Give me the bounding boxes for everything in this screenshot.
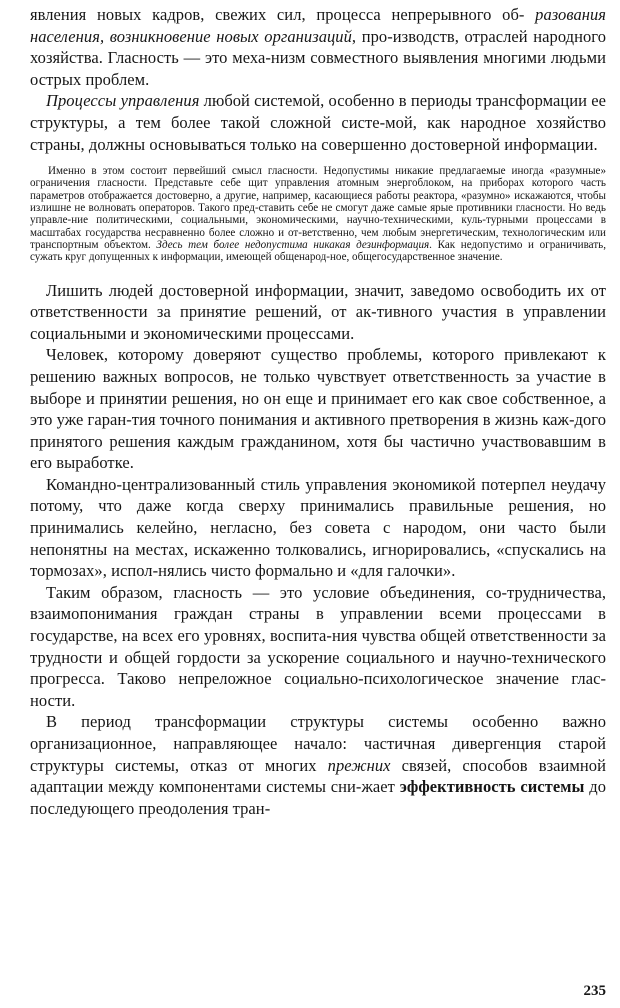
page-number: 235 [583,983,606,999]
emphasis: Здесь тем более недопустима никакая дезинформация [150,238,430,251]
paragraph: Таким образом, гласность — это условие объединения, со-трудничества, взаимопонимания граждан страны в управлении всеми процессами в государстве, на всех его уровнях, воспита-ния чувства общей ответственности за трудности и общей гордости за ускорение социального и научно-технического прогресса. Таково непреложное социально-психологическое значение глас-ности. [30,582,606,710]
emphasis: прежних [327,755,391,775]
emphasis: Процессы управления [46,91,200,111]
main-text [30,4,606,155]
paragraph: Командно-централизованный стиль управления экономикой потерпел неудачу потому, что даже когда сверху принимались правильные решения, но принимались келейно, негласно, без совета с народом, они часто были непонятны на местах, искаженно толковались, игнорировались, «спускались на тормозах», испол-нялись чисто формально и «для галочки». [30,474,606,581]
bold-text: эффективность системы [399,777,585,797]
paragraph: явления новых кадров, свежих сил, процесса непрерывного об- разования населения, возникновение новых организаций, про-изводств, отраслей народного хозяйства. Гласность — это меха-низм совместного выявления многими людьми острых проблем. [30,5,606,89]
small-print-note [30,165,606,263]
paragraph: Лишить людей достоверной информации, значит, заведомо освободить их от ответственности за принятие решений, от ак-тивного участия в управлении социальными и экономическими процессами. [30,280,606,343]
paragraph: В период трансформации структуры системы особенно важно организационное, направляющее начало: частичная дивергенция старой структуры системы, отказ от многих прежних связей, способов взаимной адаптации между компонентами системы сни-жает эффективность системы до последующего преодоления тран- [30,712,606,818]
paragraph: Процессы управления любой системой, особенно в периоды трансформации ее структуры, а тем более такой сложной систе-мой, как народное хозяйство страны, должны основываться только на совершенно достоверной информации. [30,91,606,154]
note-paragraph: Именно в этом состоит первейший смысл гласности. Недопустимы никакие предлагаемые иногда «разумные» ограничения гласности. Представьте себе щит управления атомным энергоблоком, на приборах которого часть параметров отображается достоверно, а другие, например, касающиеся работы реактора, «разумно» искажаются, чтобы излишне не волновать операторов. Такого пред-ставить себе не смогут даже самые ярые противники гласности. Но ведь управле-ние политическими, социальными, экономическими, научно-техническими, куль-турными процессами в масштабах государства несравненно более сложно и от-ветственно, чем любым энергетическим, технологическим или транспортным объектом. Здесь тем более недопустима никакая дезинформация. Как недопустимо и ограничивать, сужать круг допущенных к информации, имеющей общенарод-ное, общегосударственное значение. [30,165,606,264]
emphasis: разования населения, возникновение новых организаций [30,5,606,46]
paragraph: Человек, которому доверяют существо проблемы, которого привлекают к решению важных вопросов, не только чувствует ответственность за участие в выборе и принятии решения, но он еще и принимает его как свое собственное, а это уже гаран-тия точного понимания и активного претворения в жизнь каж-дого принятого решения каждым гражданином, хотя бы частично участвовавшим в его выработке. [30,345,606,473]
main-text-continued [30,280,606,820]
